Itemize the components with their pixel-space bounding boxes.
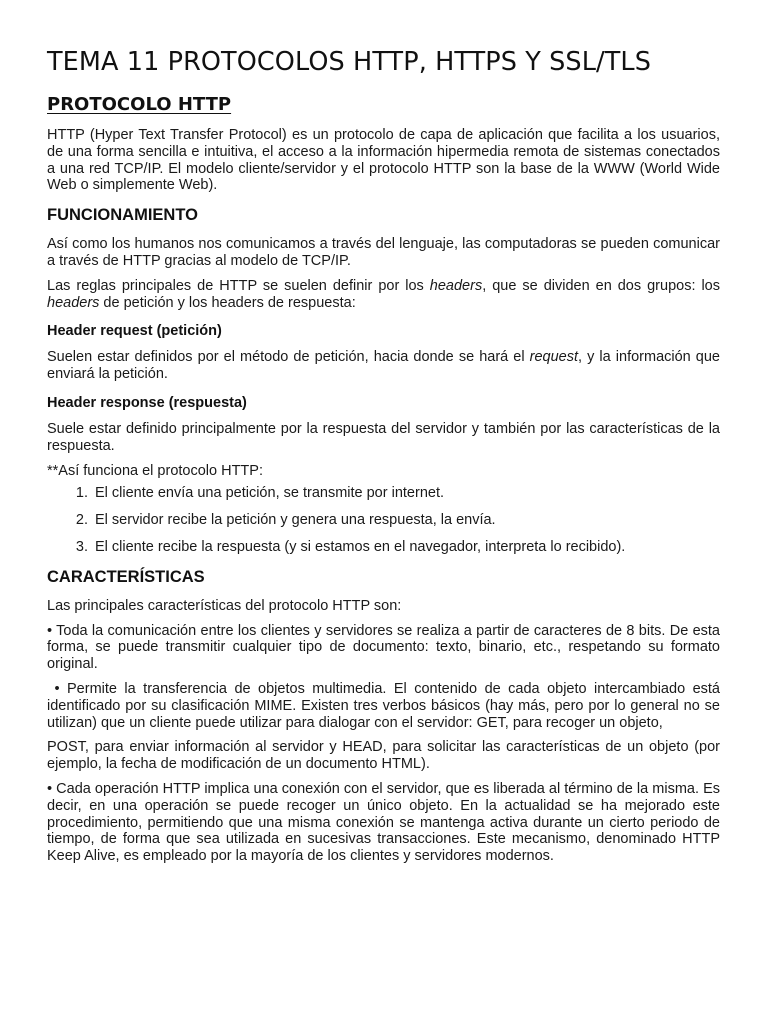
text-run: , que se dividen en dos grupos: los — [482, 277, 720, 294]
steps-list — [47, 485, 720, 555]
document-title: TEMA 11 PROTOCOLOS HTTP, HTTPS Y SSL/TLS — [47, 47, 651, 77]
section-heading-caracteristicas: CARACTERÍSTICAS — [47, 567, 205, 586]
http-intro-paragraph: HTTP (Hyper Text Transfer Protocol) es un protocolo de capa de aplicación que facilita a los usuarios, de una forma sencilla e intuitiva, el acceso a la información hipermedia remota de sistemas conectados a una red TCP/IP. El modelo cliente/servidor y el protocolo HTTP son la base de la WWW (World Wide Web o simplemente Web). — [47, 127, 720, 194]
section-heading-funcionamiento: FUNCIONAMIENTO — [47, 206, 198, 225]
emphasis-request: request — [529, 349, 579, 366]
header-response-paragraph: Suele estar definido principalmente por la respuesta del servidor y también por las características de la respuesta. — [47, 420, 720, 454]
emphasis-headers: headers — [429, 277, 483, 294]
steps-intro: **Así funciona el protocolo HTTP: — [47, 462, 263, 479]
funcionamiento-paragraph-2 — [47, 278, 720, 312]
section-heading-http: PROTOCOLO HTTP — [47, 94, 232, 115]
funcionamiento-paragraph-1: Así como los humanos nos comunicamos a través del lenguaje, las computadoras se pueden comunicar a través de HTTP gracias al modelo de TCP/IP. — [47, 236, 720, 269]
emphasis-headers: headers — [47, 294, 100, 311]
step-item: 2. El servidor recibe la petición y genera una respuesta, la envía. — [92, 512, 720, 529]
text-run: de petición y los headers de respuesta: — [99, 294, 356, 311]
caracteristicas-bullet-3: • Cada operación HTTP implica una conexión con el servidor, que es liberada al término de la misma. Es decir, en una operación se puede recoger un único objeto. En la actualidad se ha mejorado este procedimiento, permitiendo que una misma conexión se mantenga activa durante un cierto periodo de tiempo, de forma que sea utilizada en sucesivas transacciones. Este mecanismo, denominado HTTP Keep Alive, es empleado por la mayoría de los clientes y servidores modernos. — [47, 780, 720, 865]
step-item: 1. El cliente envía una petición, se transmite por internet. — [92, 485, 720, 502]
text-run: , y la información que enviará la petición. — [47, 349, 720, 383]
text-run: Suelen estar definidos por el método de petición, hacia donde se hará el — [47, 349, 530, 366]
step-item: 3. El cliente recibe la respuesta (y si estamos en el navegador, interpreta lo recibido). — [92, 539, 720, 556]
subheading-header-response: Header response (respuesta) — [47, 394, 247, 411]
caracteristicas-bullet-2: • Permite la transferencia de objetos multimedia. El contenido de cada objeto intercambiado está identificado por su clasificación MIME. Existen tres verbos básicos (hay más, pero por lo general no se utilizan) que un cliente puede utilizar para dialogar con el servidor: GET, para recoger un objeto, — [47, 680, 725, 731]
caracteristicas-intro: Las principales características del protocolo HTTP son: — [47, 597, 402, 614]
subheading-header-request: Header request (petición) — [47, 323, 222, 340]
caracteristicas-bullet-2-continued: POST, para enviar información al servidor y HEAD, para solicitar las características de un objeto (por ejemplo, la fecha de modificación de un documento HTML). — [47, 739, 720, 773]
header-request-paragraph — [47, 349, 720, 383]
caracteristicas-bullet-1: • Toda la comunicación entre los clientes y servidores se realiza a partir de caracteres de 8 bits. De esta forma, se puede transmitir cualquier tipo de documento: texto, binario, etc., respetando su formato original. — [47, 622, 720, 673]
text-run: Las reglas principales de HTTP se suelen definir por los — [47, 277, 430, 294]
